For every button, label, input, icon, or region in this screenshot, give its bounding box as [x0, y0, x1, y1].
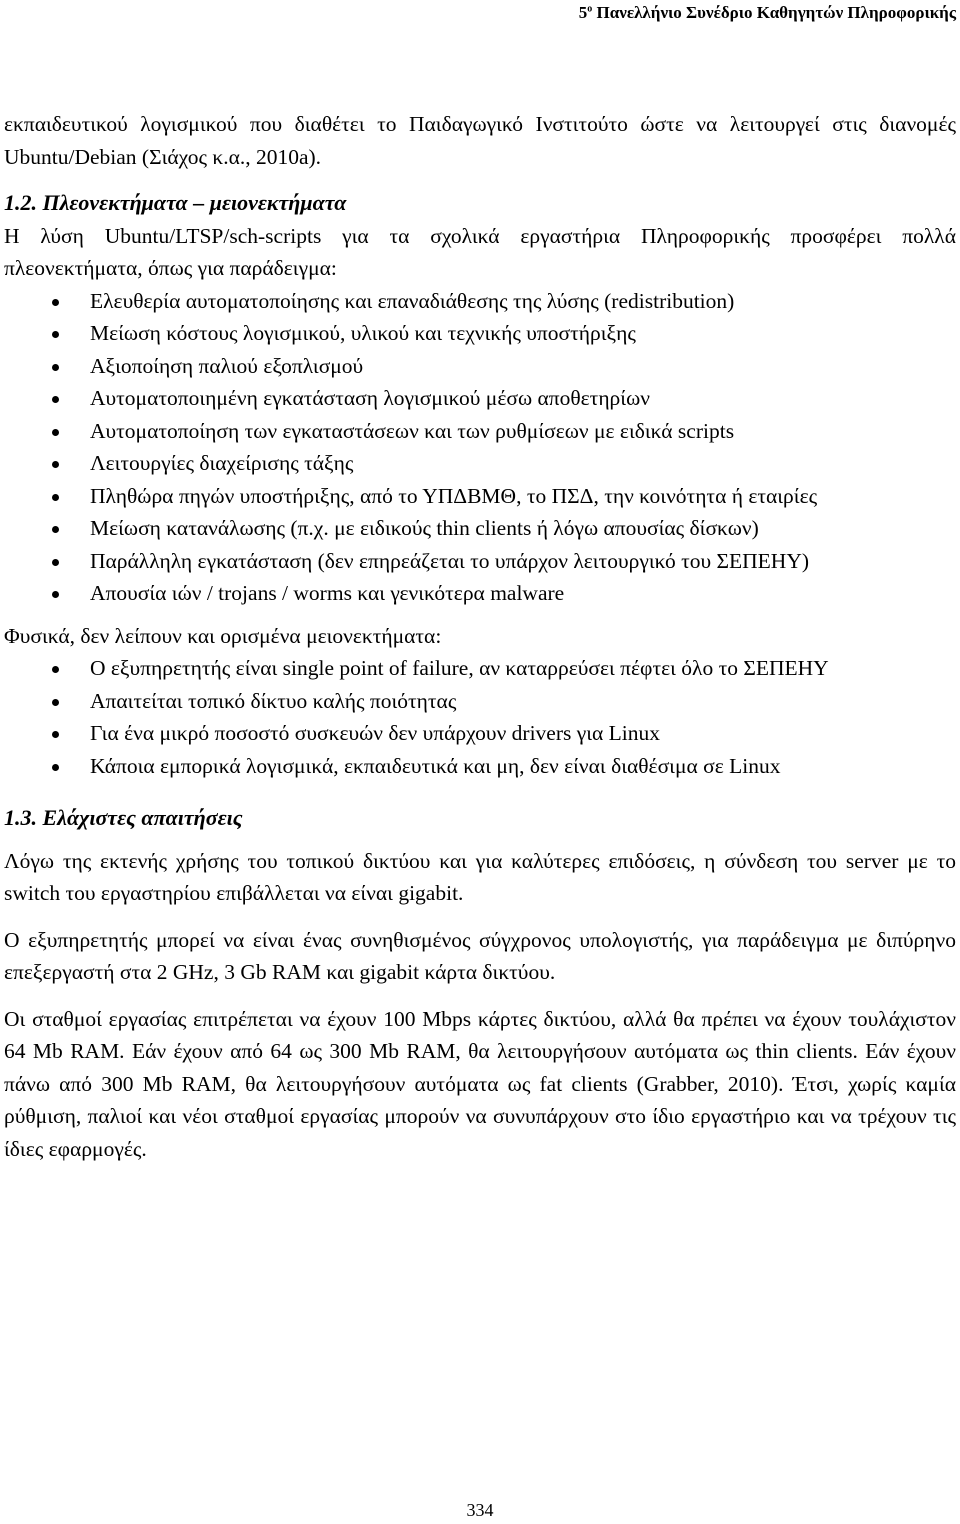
- page-body: [4, 108, 956, 1165]
- header-ordinal-suffix: ο: [587, 3, 593, 15]
- list-item: Μείωση κόστους λογισμικού, υλικού και τεχνικής υποστήριξης: [4, 317, 956, 350]
- list-item: Απουσία ιών / trojans / worms και γενικότερα malware: [4, 577, 956, 610]
- list-item: Πληθώρα πηγών υποστήριξης, από το ΥΠΔΒΜΘ, το ΠΣΔ, την κοινότητα ή εταιρίες: [4, 480, 956, 513]
- disadvantages-list: [4, 652, 956, 782]
- bullet-icon: [52, 699, 59, 706]
- intro-paragraph: εκπαιδευτικού λογισμικού που διαθέτει το Παιδαγωγικό Ινστιτούτο ώστε να λειτουργεί στις διανομές Ubuntu/Debian (Σιάχος κ.α., 2010a).: [4, 112, 956, 169]
- header-conference-number: 5: [578, 3, 588, 22]
- bullet-icon: [52, 559, 59, 566]
- network-requirements-paragraph: Λόγω της εκτενής χρήσης του τοπικού δικτύου και για καλύτερες επιδόσεις, η σύνδεση του server με το switch του εργαστηρίου επιβάλλεται να είναι gigabit.: [4, 848, 956, 905]
- list-item: Κάποια εμπορικά λογισμικά, εκπαιδευτικά και μη, δεν είναι διαθέσιμα σε Linux: [4, 750, 956, 783]
- bullet-icon: [52, 396, 59, 403]
- section-heading-1-3: 1.3. Ελάχιστες απαιτήσεις: [4, 805, 243, 830]
- bullet-icon: [52, 731, 59, 738]
- advantages-lead-paragraph: Η λύση Ubuntu/LTSP/sch-scripts για τα σχολικά εργαστήρια Πληροφορικής προσφέρει πολλά πλεονεκτήματα, όπως για παράδειγμα:: [4, 223, 956, 280]
- bullet-icon: [52, 364, 59, 371]
- list-item: Απαιτείται τοπικό δίκτυο καλής ποιότητας: [4, 685, 956, 718]
- list-item: Ελευθερία αυτοματοποίησης και επαναδιάθεσης της λύσης (redistribution): [4, 285, 956, 318]
- bullet-icon: [52, 764, 59, 771]
- advantages-list: [4, 285, 956, 610]
- server-requirements-paragraph: Ο εξυπηρετητής μπορεί να είναι ένας συνηθισμένος σύγχρονος υπολογιστής, για παράδειγμα με διπύρηνο επεξεργαστή στα 2 GHz, 3 Gb RAM και gigabit κάρτα δικτύου.: [4, 927, 956, 984]
- bullet-icon: [52, 591, 59, 598]
- list-item: Παράλληλη εγκατάσταση (δεν επηρεάζεται το υπάρχον λειτουργικό του ΣΕΠΕΗΥ): [4, 545, 956, 578]
- running-header: [579, 3, 956, 23]
- disadvantages-lead-paragraph: Φυσικά, δεν λείπουν και ορισμένα μειονεκτήματα:: [4, 623, 442, 648]
- header-conference-title: Πανελλήνιο Συνέδριο Καθηγητών Πληροφορικής: [592, 3, 956, 22]
- bullet-icon: [52, 526, 59, 533]
- bullet-icon: [52, 331, 59, 338]
- bullet-icon: [52, 494, 59, 501]
- list-item: Λειτουργίες διαχείρισης τάξης: [4, 447, 956, 480]
- list-item: Αυτοματοποιημένη εγκατάσταση λογισμικού μέσω αποθετηρίων: [4, 382, 956, 415]
- workstation-requirements-paragraph: Οι σταθμοί εργασίας επιτρέπεται να έχουν 100 Mbps κάρτες δικτύου, αλλά θα πρέπει να έχουν τουλάχιστον 64 Mb RAM. Εάν έχουν από 64 ως 300 Mb RAM, θα λειτουργήσουν αυτόματα ως thin clients. Εάν έχουν πάνω από 300 Mb RAM, θα λειτουργήσουν αυτόματα ως fat clients (Grabber, 2010). Έτσι, χωρίς καμία ρύθμιση, παλιοί και νέοι σταθμοί εργασίας μπορούν να συνυπάρχουν στο ίδιο εργαστήριο και να τρέχουν τις ίδιες εφαρμογές.: [4, 1006, 956, 1161]
- list-item: Μείωση κατανάλωσης (π.χ. με ειδικούς thin clients ή λόγω απουσίας δίσκων): [4, 512, 956, 545]
- bullet-icon: [52, 666, 59, 673]
- bullet-icon: [52, 461, 59, 468]
- list-item: Ο εξυπηρετητής είναι single point of failure, αν καταρρεύσει πέφτει όλο το ΣΕΠΕΗΥ: [4, 652, 956, 685]
- list-item: Αξιοποίηση παλιού εξοπλισμού: [4, 350, 956, 383]
- list-item: Αυτοματοποίηση των εγκαταστάσεων και των ρυθμίσεων με ειδικά scripts: [4, 415, 956, 448]
- page-number: 334: [466, 1500, 494, 1520]
- bullet-icon: [52, 429, 59, 436]
- section-heading-1-2: 1.2. Πλεονεκτήματα – μειονεκτήματα: [4, 190, 347, 215]
- list-item: Για ένα μικρό ποσοστό συσκευών δεν υπάρχουν drivers για Linux: [4, 717, 956, 750]
- bullet-icon: [52, 299, 59, 306]
